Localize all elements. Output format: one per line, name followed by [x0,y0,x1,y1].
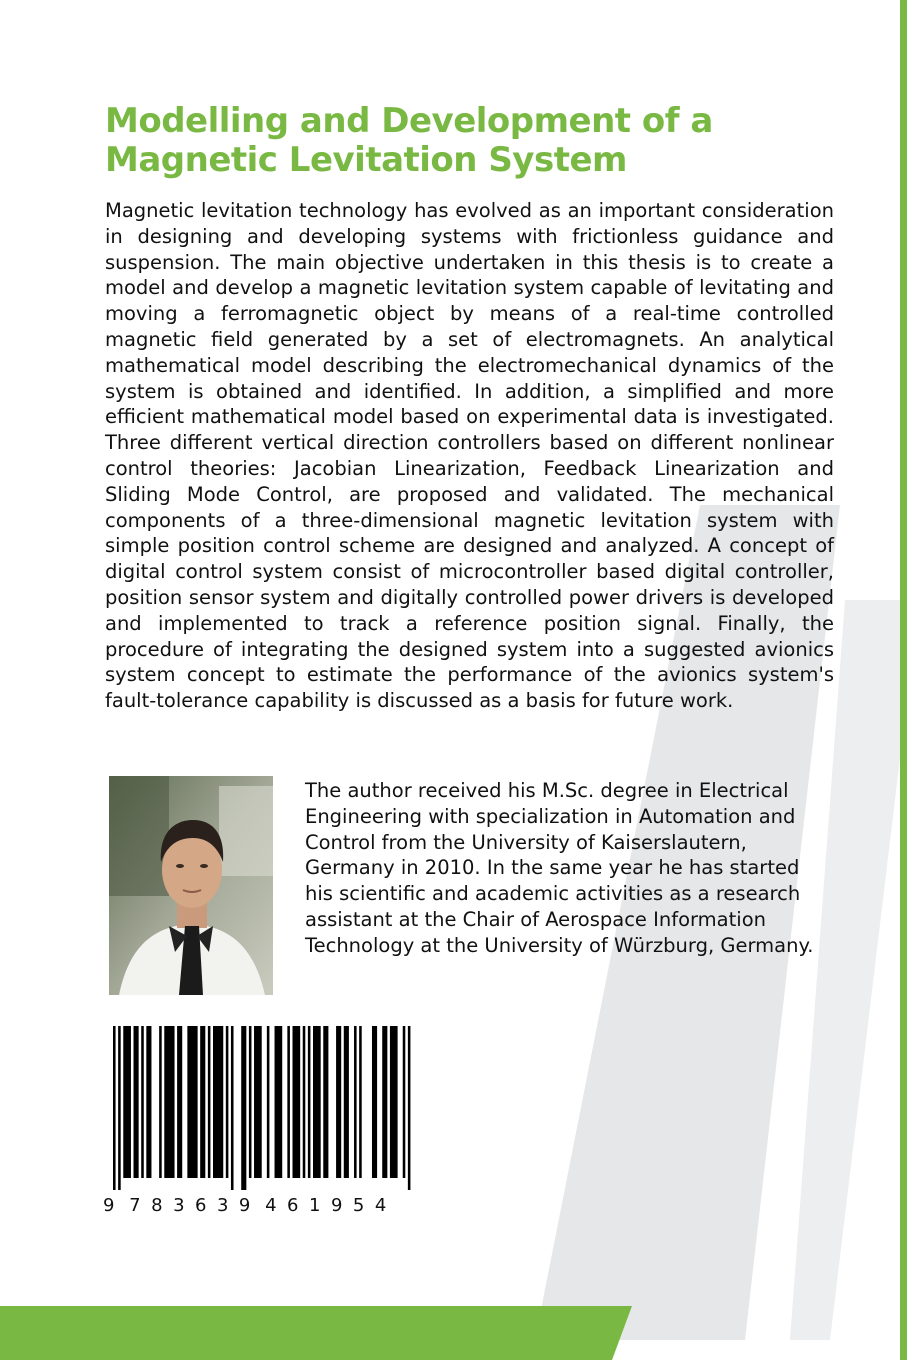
barcode-bar [113,1026,116,1190]
isbn-barcode [113,1026,413,1190]
barcode-bar [146,1026,151,1178]
title-line-1: Modelling and Development of a [105,101,713,141]
barcode-bar [187,1026,197,1178]
barcode-bar [267,1026,270,1178]
barcode-bar [382,1026,387,1178]
isbn-right-group [265,1195,386,1216]
abstract-text: Magnetic levitation technology has evolved as an important consideration in designing and developing systems with frictionless guidance and suspension. The main objective undertaken in this thesis is to create a model and develop a magnetic levitation system capable of levitating and moving a ferromagnetic object by means of a real-time controlled magnetic field generated by a set of electromagnets. An analytical mathematical model describing the electromechanical dynamics of the system is obtained and identified. In addition, a simplified and more efficient mathematical model based on experimental data is investigated. Three different vertical direction controllers based on different nonlinear control theories: Jacobian Linearization, Feedback Linearization and Sliding Mode Control, are proposed and validated. The mechanical components of a three-dimensional magnetic levitation system with simple position control scheme are designed and analyzed. A concept of digital control system consist of microcontroller based digital controller, position sensor system and digitally controlled power drivers is developed and implemented to track a reference position signal. Finally, the procedure of integrating the designed system into a suggested avionics system concept to estimate the performance of the avionics system's fault-tolerance capability is discussed as a basis for future work. [105,199,834,713]
isbn-digit: 4 [374,1195,387,1216]
barcode-bar [344,1026,349,1178]
barcode-bar [249,1026,252,1178]
barcode-bar [141,1026,144,1178]
title-line-2: Magnetic Levitation System [105,140,627,180]
book-title [105,102,845,180]
isbn-digit-lead: 9 [103,1195,115,1216]
barcode-bar [336,1026,341,1178]
isbn-digit: 4 [265,1195,277,1216]
barcode-bar [254,1026,262,1178]
isbn-number [103,1195,409,1216]
barcode-bar [118,1026,121,1190]
barcode-bar [390,1026,398,1178]
isbn-left-group [129,1195,250,1216]
isbn-digit: 3 [216,1195,229,1216]
barcode-bar [359,1026,362,1178]
barcode-bar [159,1026,162,1178]
author-bio: The author received his M.Sc. degree in Electrical Engineering with specialization in Automation and Control from the University of Kaiserslautern, Germany in 2010. In the same year he has started his scientific and academic activities as a research assistant at the Chair of Aerospace Information Technology at the University of Würzburg, Germany. [305,779,814,957]
barcode-bar [303,1026,306,1178]
barcode-bar [208,1026,211,1178]
isbn-digit: 8 [151,1195,163,1216]
barcode-bar [134,1026,139,1178]
isbn-digit: 3 [173,1195,185,1216]
author-photo [109,776,273,995]
isbn-digit: 5 [352,1195,365,1216]
barcode-bar [354,1026,357,1178]
barcode-bar [164,1026,174,1178]
barcode-bar [241,1026,246,1190]
barcode-bar [287,1026,290,1178]
barcode-bar [372,1026,377,1178]
author-portrait-icon [109,776,273,995]
barcode-bar [231,1026,234,1190]
barcode-bar [313,1026,321,1178]
barcode-bar [123,1026,131,1178]
barcode-bar [226,1026,229,1178]
barcode-bar [213,1026,223,1178]
barcode-bar [408,1026,411,1190]
right-accent-bar [900,0,907,1360]
isbn-digit: 6 [195,1195,207,1216]
barcode-bar [403,1026,406,1178]
isbn-digit: 7 [129,1195,141,1216]
barcode-bar [200,1026,205,1178]
isbn-digit: 1 [308,1195,321,1216]
barcode-bar [177,1026,182,1178]
isbn-digit: 9 [238,1195,251,1216]
isbn-digit: 9 [330,1195,343,1216]
isbn-digit: 6 [287,1195,299,1216]
barcode-bar [308,1026,311,1178]
barcode-bar [323,1026,328,1178]
barcode-bar [292,1026,300,1178]
barcode-bar [275,1026,283,1178]
